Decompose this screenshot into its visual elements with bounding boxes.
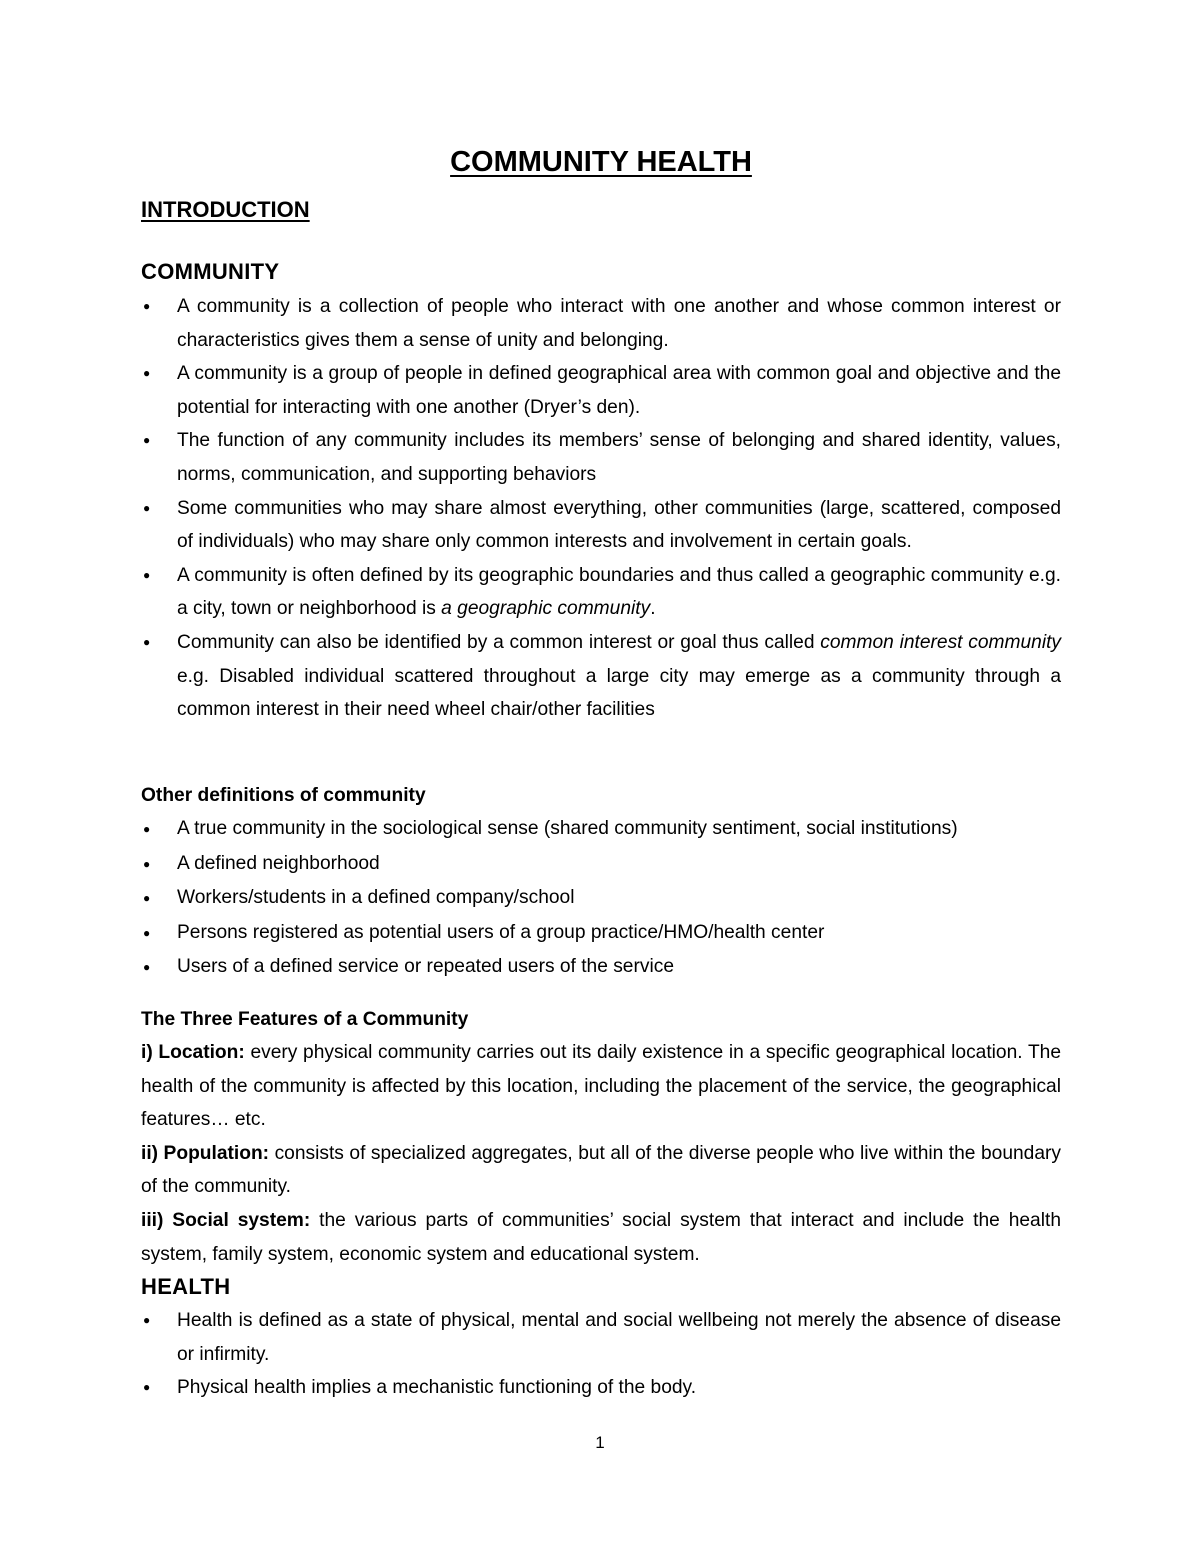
other-definitions-section [141,780,1061,985]
feature-population [141,1137,1061,1204]
document-title: COMMUNITY HEALTH [450,146,752,178]
feature-location [141,1036,1061,1137]
other-definitions-heading: Other definitions of community [141,785,426,806]
list-item: ● Persons registered as potential users of a group practice/HMO/health center [141,916,1061,951]
list-item: ● Physical health implies a mechanistic functioning of the body. [141,1371,1061,1405]
health-heading: HEALTH [141,1274,231,1299]
feature-social-system [141,1204,1061,1271]
list-item: ● A defined neighborhood [141,847,1061,882]
introduction-heading: INTRODUCTION [141,197,310,222]
list-item-emphasis: common interest community [820,631,1062,653]
list-item: ● A community is a group of people in defined geographical area with common goal and objective and the potential for interacting with one another (Dryer’s den). [141,357,1061,424]
three-features-heading: The Three Features of a Community [141,1009,469,1030]
list-item [141,626,1061,727]
list-item [141,559,1061,626]
feature-social-system-text: the various parts of communities’ social system that interact and include the health system, family system, economic system and educational system. [141,1209,1061,1265]
list-item-end: e.g. Disabled individual scattered throughout a large city may emerge as a community through a common interest in their need wheel chair/other facilities [177,665,1061,721]
feature-social-system-label: iii) Social system: [141,1209,311,1231]
health-bullet-list [141,1304,1061,1405]
list-item: ● Users of a defined service or repeated users of the service [141,950,1061,985]
list-item: ● A true community in the sociological sense (shared community sentiment, social institutions) [141,812,1061,847]
list-item: ● The function of any community includes its members’ sense of belonging and shared identity, values, norms, communication, and supporting behaviors [141,424,1061,491]
list-item-emphasis: a geographic community [441,598,651,620]
list-item-end: . [650,598,656,620]
community-heading: COMMUNITY [141,259,280,284]
three-features-section [141,1004,1061,1271]
health-section [141,1270,1061,1405]
feature-location-text: every physical community carries out its daily existence in a specific geographical location. The health of the community is affected by this location, including the placement of the service, the geographical features… etc. [141,1042,1062,1131]
list-item-text: Community can also be identified by a common interest or goal thus called [177,631,821,653]
list-item: ● A community is a collection of people who interact with one another and whose common interest or characteristics gives them a sense of unity and belonging. [141,290,1061,357]
list-item: ● Workers/students in a defined company/school [141,881,1061,916]
feature-location-label: i) Location: [141,1042,245,1063]
list-item: ● Some communities who may share almost everything, other communities (large, scattered, composed of individuals) who may share only common interests and involvement in certain goals. [141,492,1061,559]
community-bullet-list [141,290,1061,727]
list-item: ● Health is defined as a state of physical, mental and social wellbeing not merely the absence of disease or infirmity. [141,1304,1061,1371]
page-number: 1 [595,1433,605,1452]
community-section [141,256,1061,727]
feature-population-label: ii) Population: [141,1142,270,1164]
other-definitions-list [141,812,1061,985]
list-item-text: A community is often defined by its geographic boundaries and thus called a geographic community e.g. a city, town or neighborhood is [177,564,1061,620]
feature-population-text: consists of specialized aggregates, but all of the diverse people who live within the boundary of the community. [141,1142,1061,1198]
